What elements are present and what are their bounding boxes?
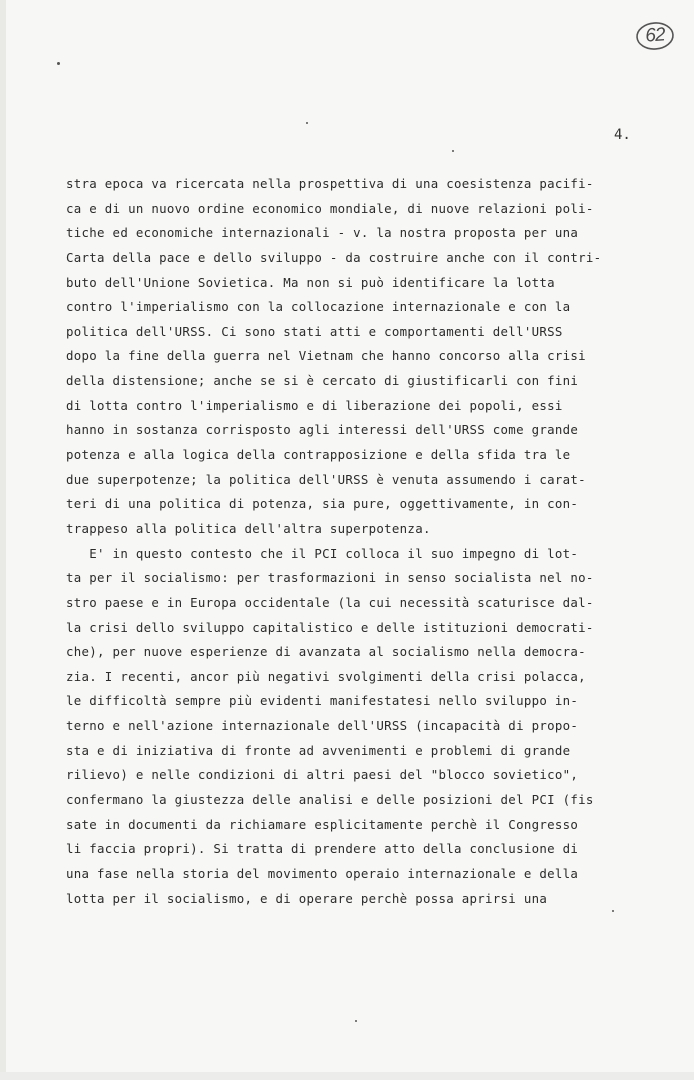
text-line: di lotta contro l'imperialismo e di liberazione dei popoli, essi bbox=[66, 397, 563, 413]
page-number: 4. bbox=[614, 127, 631, 143]
text-line: hanno in sostanza corrisposto agli interessi dell'URSS come grande bbox=[66, 422, 579, 438]
circled-archive-number bbox=[633, 17, 677, 56]
body-text bbox=[66, 172, 656, 911]
text-line: sate in documenti da richiamare esplicitamente perchè il Congresso bbox=[66, 816, 579, 832]
text-line: dopo la fine della guerra nel Vietnam che hanno concorso alla crisi bbox=[66, 348, 586, 364]
text-line: due superpotenze; la politica dell'URSS è venuta assumendo i carat- bbox=[66, 471, 586, 487]
text-line: li faccia propri). Si tratta di prendere atto della conclusione di bbox=[66, 841, 579, 857]
scan-edge-left bbox=[0, 0, 6, 1080]
text-line: buto dell'Unione Sovietica. Ma non si può identificare la lotta bbox=[66, 274, 555, 290]
text-line: ta per il socialismo: per trasformazioni in senso socialista nel no- bbox=[66, 570, 594, 586]
text-line: stro paese e in Europa occidentale (la cui necessità scaturisce dal- bbox=[66, 594, 594, 610]
scan-speck bbox=[57, 62, 60, 65]
archive-number-text: 62 bbox=[644, 24, 666, 47]
text-line: della distensione; anche se si è cercato di giustificarli con fini bbox=[66, 373, 579, 389]
text-line: le difficoltà sempre più evidenti manifestatesi nello sviluppo in- bbox=[66, 693, 579, 709]
text-line: lotta per il socialismo, e di operare perchè possa aprirsi una bbox=[66, 890, 548, 906]
text-line: una fase nella storia del movimento operaio internazionale e della bbox=[66, 865, 579, 881]
text-line: trappeso alla politica dell'altra superpotenza. bbox=[66, 520, 431, 536]
text-line: terno e nell'azione internazionale dell'URSS (incapacità di propo- bbox=[66, 718, 579, 734]
text-line: zia. I recenti, ancor più negativi svolgimenti della crisi polacca, bbox=[66, 668, 586, 684]
text-line: Carta della pace e dello sviluppo - da costruire anche con il contri- bbox=[66, 249, 602, 265]
scan-edge-bottom bbox=[0, 1072, 694, 1080]
text-line: teri di una politica di potenza, sia pure, oggettivamente, in con- bbox=[66, 496, 579, 512]
text-line: la crisi dello sviluppo capitalistico e delle istituzioni democrati- bbox=[66, 619, 594, 635]
text-line: confermano la giustezza delle analisi e delle posizioni del PCI (fis bbox=[66, 792, 594, 808]
text-line: potenza e alla logica della contrapposizione e della sfida tra le bbox=[66, 447, 571, 463]
text-line: stra epoca va ricercata nella prospettiva di una coesistenza pacifi- bbox=[66, 176, 594, 191]
scan-speck bbox=[306, 122, 308, 124]
text-line: politica dell'URSS. Ci sono stati atti e comportamenti dell'URSS bbox=[66, 323, 563, 339]
scan-speck bbox=[452, 150, 454, 152]
scan-speck bbox=[355, 1020, 357, 1022]
text-line: che), per nuove esperienze di avanzata al socialismo nella democra- bbox=[66, 644, 586, 660]
text-line: rilievo) e nelle condizioni di altri paesi del "blocco sovietico", bbox=[66, 767, 579, 783]
text-line: ca e di un nuovo ordine economico mondiale, di nuove relazioni poli- bbox=[66, 200, 594, 216]
text-line: contro l'imperialismo con la collocazione internazionale e con la bbox=[66, 299, 571, 315]
text-line: E' in questo contesto che il PCI colloca il suo impegno di lot- bbox=[66, 545, 579, 561]
text-line: sta e di iniziativa di fronte ad avvenimenti e problemi di grande bbox=[66, 742, 571, 758]
scan-speck bbox=[612, 910, 614, 912]
text-line: tiche ed economiche internazionali - v. la nostra proposta per una bbox=[66, 225, 579, 241]
